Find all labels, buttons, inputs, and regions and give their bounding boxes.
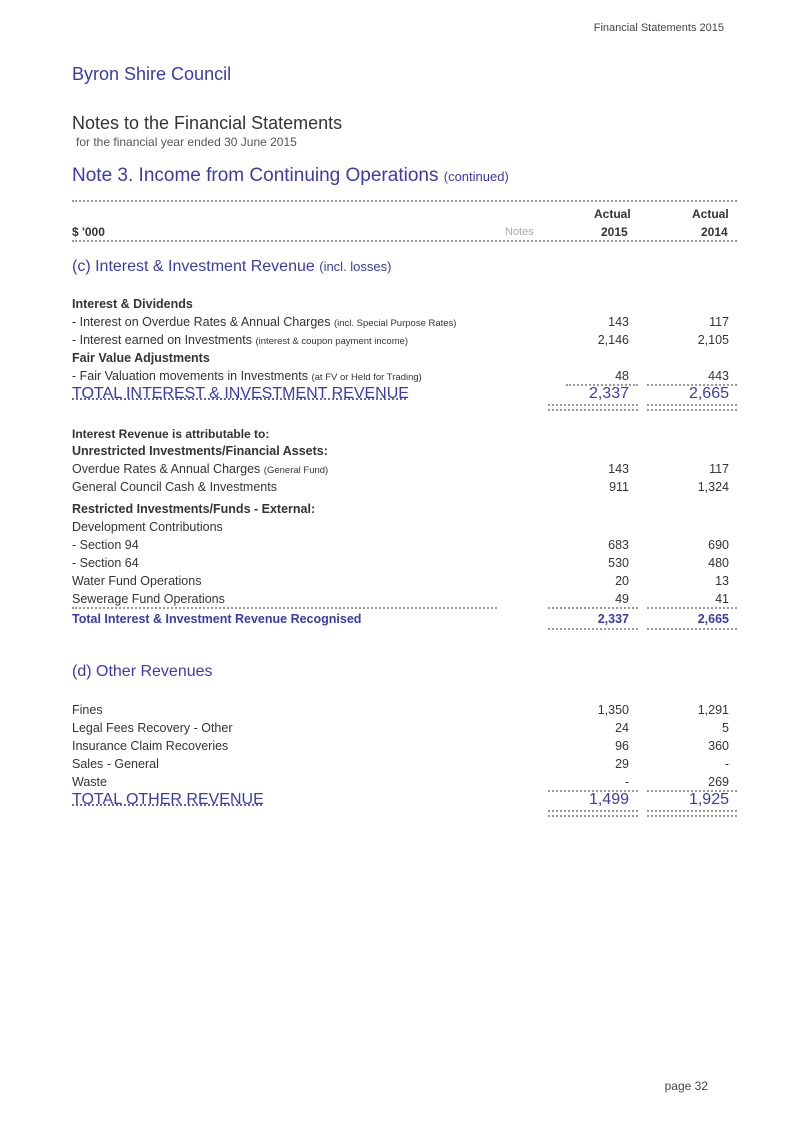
table-row: [72, 574, 737, 592]
total-interest-row: [72, 385, 737, 405]
subheading-label: Unrestricted Investments/Financial Assets:: [72, 444, 328, 458]
total-2014: 1,925: [688, 791, 729, 808]
recognised-rule-2014: [647, 607, 737, 609]
value-2015: 1,350: [597, 703, 629, 717]
value-2014: 360: [708, 739, 729, 753]
value-2015: 2,146: [597, 333, 629, 347]
subheading-interest-dividends: [72, 297, 737, 315]
value-2015: -: [624, 775, 629, 789]
recognised-under-2015: [548, 628, 638, 630]
attributable-label: Interest Revenue is attributable to:: [72, 427, 270, 441]
table-row: [72, 480, 737, 498]
total-2014: 2,665: [697, 612, 729, 626]
row-label: - Section 94: [72, 538, 139, 552]
row-label-note: (interest & coupon payment income): [255, 336, 409, 347]
row-label: [72, 315, 456, 329]
table-row: [72, 315, 737, 333]
row-label: Legal Fees Recovery - Other: [72, 721, 233, 735]
table-row: [72, 462, 737, 480]
currency-label: $ '000: [72, 225, 105, 239]
double-rule-2015: [548, 810, 638, 817]
value-2014: 1,291: [697, 703, 729, 717]
council-name: Byron Shire Council: [72, 64, 232, 84]
value-2014: 117: [709, 315, 729, 329]
row-label: Waste: [72, 775, 107, 789]
col-2014-top: Actual: [692, 207, 729, 221]
total-2015: 1,499: [588, 791, 629, 808]
value-2015: 530: [608, 556, 629, 570]
value-2014: 690: [708, 538, 729, 552]
value-2015: 683: [608, 538, 629, 552]
notes-column-label: Notes: [505, 226, 534, 238]
value-2014: 480: [708, 556, 729, 570]
section-c-title: [72, 258, 391, 276]
value-2014: 2,105: [697, 333, 729, 347]
row-label-note: (incl. Special Purpose Rates): [333, 318, 457, 329]
value-2015: 911: [609, 480, 629, 494]
row-label: Fines: [72, 703, 103, 717]
note-title-text: Note 3. Income from Continuing Operations: [72, 165, 439, 186]
page-title: Notes to the Financial Statements: [72, 113, 343, 133]
row-label-text: - Fair Valuation movements in Investments: [72, 369, 308, 383]
value-2014: -: [724, 757, 729, 771]
row-label-text: - Interest earned on Investments: [72, 333, 252, 347]
row-label: Sales - General: [72, 757, 159, 771]
col-2014-year: 2014: [701, 225, 728, 239]
total-label: TOTAL INTEREST & INVESTMENT REVENUE: [72, 385, 409, 402]
total-label: TOTAL OTHER REVENUE: [72, 791, 264, 808]
table-row: [72, 538, 737, 556]
recognised-under-2014: [647, 628, 737, 630]
total-other-row: [72, 791, 737, 811]
row-label: Insurance Claim Recoveries: [72, 739, 229, 753]
total-2014: 2,665: [688, 385, 729, 402]
subheading-label: Fair Value Adjustments: [72, 351, 210, 365]
value-2014: 41: [715, 592, 729, 606]
table-row: [72, 703, 737, 721]
total-2015: 2,337: [597, 612, 629, 626]
page-subtitle: for the financial year ended 30 June 2015: [76, 135, 297, 149]
page-number: page 32: [664, 1079, 708, 1093]
subheading-restricted: [72, 502, 737, 520]
row-label-note: (General Fund): [263, 465, 329, 476]
value-2015: 49: [615, 592, 629, 606]
value-2014: 5: [722, 721, 729, 735]
value-2014: 443: [708, 369, 729, 383]
value-2014: 269: [708, 775, 729, 789]
value-2014: 13: [715, 574, 729, 588]
value-2015: 96: [615, 739, 629, 753]
subheading-label: Interest & Dividends: [72, 297, 193, 311]
section-c-title-text: (c) Interest & Investment Revenue: [72, 258, 315, 275]
value-2015: 143: [608, 315, 629, 329]
row-label: [72, 369, 422, 383]
attributable-heading: [72, 427, 737, 445]
subheading-fair-value: [72, 351, 737, 369]
row-label: General Council Cash & Investments: [72, 480, 277, 494]
value-2015: 24: [615, 721, 629, 735]
row-label-text: Overdue Rates & Annual Charges: [72, 462, 261, 476]
section-c-title-suffix: (incl. losses): [319, 259, 392, 274]
note-title: [72, 165, 509, 187]
row-label-note: (at FV or Held for Trading): [311, 372, 422, 383]
table-row: [72, 333, 737, 351]
recognised-label-rule: [72, 607, 497, 609]
section-d-title: (d) Other Revenues: [72, 663, 213, 680]
row-label: - Section 64: [72, 556, 139, 570]
table-row: [72, 757, 737, 775]
subheading-unrestricted: [72, 444, 737, 462]
row-label: Sewerage Fund Operations: [72, 592, 225, 606]
double-rule-2014: [647, 404, 737, 411]
col-2015-year: 2015: [601, 225, 628, 239]
value-2015: 20: [615, 574, 629, 588]
double-rule-2014: [647, 810, 737, 817]
value-2015: 29: [615, 757, 629, 771]
row-label: [72, 462, 328, 476]
total-2015: 2,337: [588, 385, 629, 402]
value-2014: 117: [709, 462, 729, 476]
value-2015: 48: [615, 369, 629, 383]
header-top-rule: [72, 200, 737, 202]
subheading-dev-contrib: [72, 520, 737, 538]
note-title-suffix: (continued): [443, 169, 509, 184]
col-2015-top: Actual: [594, 207, 631, 221]
total-label: Total Interest & Investment Revenue Recognised: [72, 612, 362, 626]
subheading-label: Restricted Investments/Funds - External:: [72, 502, 316, 516]
table-row: [72, 739, 737, 757]
subheading-label: Development Contributions: [72, 520, 223, 534]
table-row: [72, 556, 737, 574]
document-header: Financial Statements 2015: [593, 22, 724, 34]
recognised-rule-2015: [548, 607, 638, 609]
double-rule-2015: [548, 404, 638, 411]
row-label: [72, 333, 408, 347]
table-row: [72, 721, 737, 739]
value-2015: 143: [608, 462, 629, 476]
header-bottom-rule: [72, 240, 737, 242]
row-label-text: - Interest on Overdue Rates & Annual Charges: [72, 315, 331, 329]
row-label: Water Fund Operations: [72, 574, 202, 588]
value-2014: 1,324: [697, 480, 729, 494]
